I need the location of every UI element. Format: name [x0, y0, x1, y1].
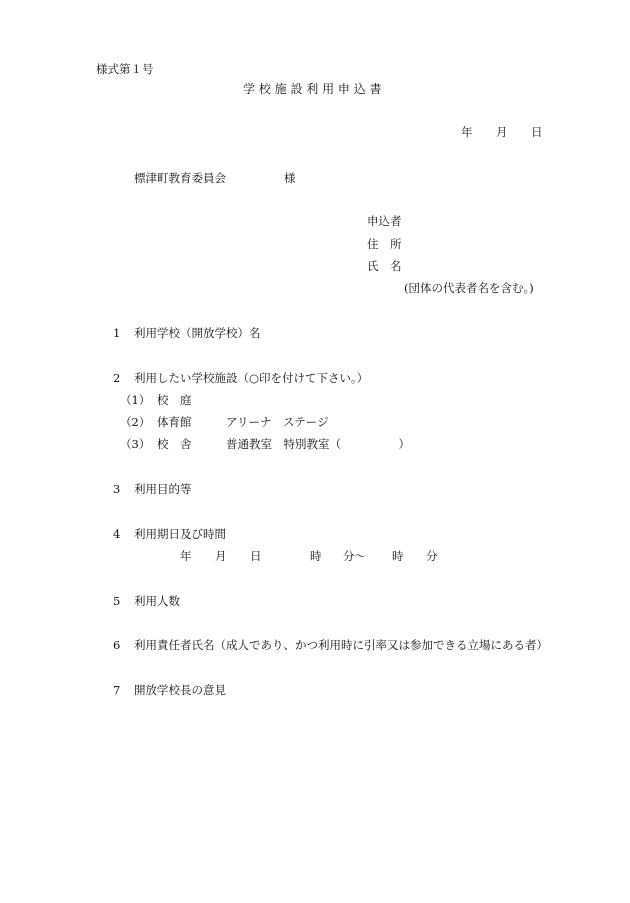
item-2-sub-1-label: 校 庭 — [157, 393, 192, 407]
addressee-honorific: 様 — [284, 171, 296, 185]
applicant-address-label: 住 所 — [367, 237, 402, 251]
date-month-label: 月 — [496, 125, 508, 139]
item-2-number: 2 — [113, 371, 121, 385]
form-title: 学 校 施 設 利 用 申 込 書 — [243, 82, 382, 96]
item-7-label: 開放学校長の意見 — [134, 683, 226, 697]
item-2-sub-1-number: （1） — [120, 393, 151, 407]
item-6-label: 利用責任者氏名（成人であり、かつ利用時に引率又は参加できる立場にある者） — [134, 638, 548, 652]
item-3-number: 3 — [113, 482, 121, 496]
item-4-hour2-label: 時 — [392, 549, 404, 563]
item-4-year-label: 年 — [180, 549, 192, 563]
applicant-note: (団体の代表者名を含む。) — [404, 281, 534, 295]
item-1-label: 利用学校（開放学校）名 — [134, 326, 261, 340]
item-2-label: 利用したい学校施設（○印を付けて下さい。） — [134, 371, 369, 385]
item-4-month-label: 月 — [215, 549, 227, 563]
item-7-number: 7 — [113, 683, 121, 697]
item-5-number: 5 — [113, 594, 121, 608]
item-2-sub-3-options: 普通教室 特別教室（ ） — [226, 437, 410, 451]
applicant-label: 申込者 — [367, 214, 402, 228]
item-2-sub-3-label: 校 舎 — [157, 437, 192, 451]
form-number: 様式第１号 — [96, 62, 154, 76]
item-4-label: 利用期日及び時間 — [134, 527, 226, 541]
item-5-label: 利用人数 — [134, 594, 180, 608]
item-2-sub-2-options: アリーナ ステージ — [226, 415, 329, 429]
item-4-hour-label: 時 — [310, 549, 322, 563]
item-2-sub-2-number: （2） — [120, 415, 151, 429]
item-4-day-label: 日 — [250, 549, 262, 563]
item-4-minute-from-label: 分～ — [343, 549, 366, 563]
applicant-name-label: 氏 名 — [367, 259, 402, 273]
item-6-number: 6 — [113, 638, 121, 652]
item-1-number: 1 — [113, 326, 121, 340]
date-day-label: 日 — [531, 125, 543, 139]
item-3-label: 利用目的等 — [134, 482, 192, 496]
item-2-sub-2-label: 体育館 — [157, 415, 192, 429]
item-4-number: 4 — [113, 527, 121, 541]
item-2-sub-3-number: （3） — [120, 437, 151, 451]
addressee-name: 標津町教育委員会 — [134, 171, 226, 185]
date-year-label: 年 — [461, 125, 473, 139]
item-4-minute-to-label: 分 — [426, 549, 438, 563]
